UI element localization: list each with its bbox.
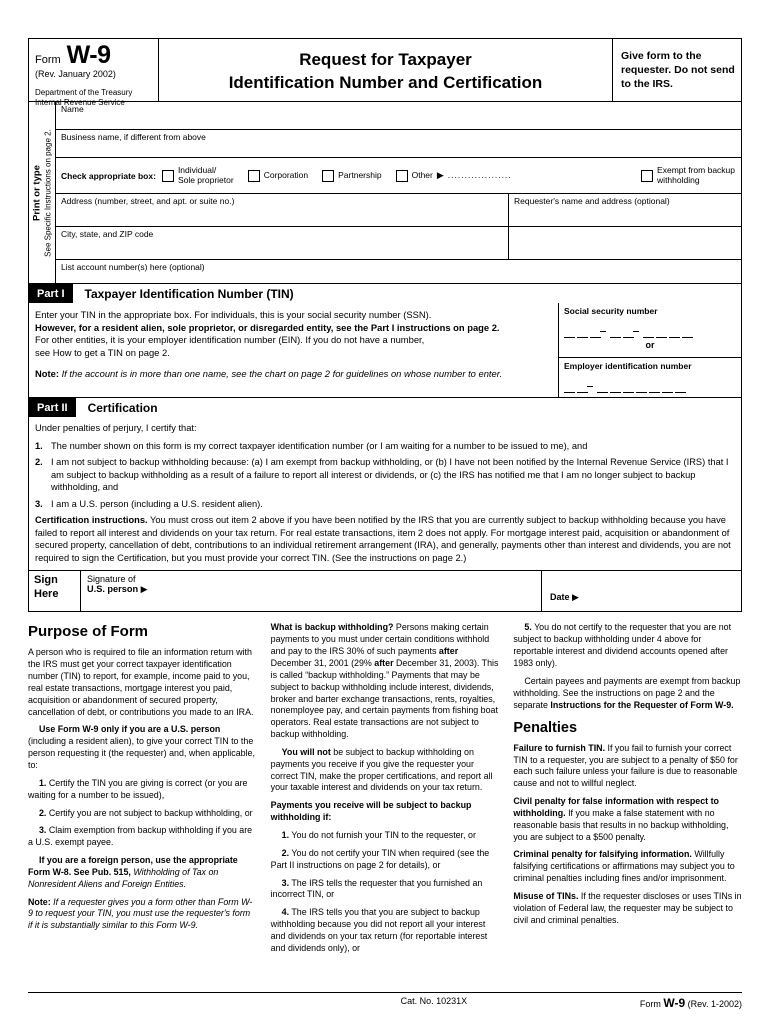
col2-item-3-text: The IRS tells the requester that you furnished an incorrect TIN, or bbox=[270, 877, 483, 900]
checkbox-individual-label-2: Sole proprietor bbox=[177, 174, 234, 185]
sidebar-instructions bbox=[29, 102, 56, 283]
part-2-title: Certification bbox=[87, 400, 158, 415]
signature-row bbox=[28, 571, 742, 612]
not-subject-not: not bbox=[317, 746, 331, 757]
backup-withholding-question: What is backup withholding? bbox=[270, 622, 394, 633]
checkbox-partnership[interactable] bbox=[322, 170, 381, 182]
tin-instr-line-2: However, for a resident alien, sole proprietor, or disregarded entity, see the Part I instructions on page 2. bbox=[35, 321, 500, 333]
checkbox-partnership-box[interactable] bbox=[322, 170, 334, 182]
other-arrow-icon: ▶ bbox=[436, 170, 444, 181]
instructions-column-3 bbox=[513, 622, 742, 960]
signature-field[interactable] bbox=[81, 571, 541, 611]
purpose-item-3-number: 3. bbox=[39, 825, 47, 836]
ein-cell[interactable] bbox=[675, 379, 686, 393]
part-1-bar bbox=[28, 283, 742, 303]
col2-item-3-number: 3. bbox=[281, 877, 290, 888]
col2-item-4-number: 4. bbox=[281, 907, 290, 918]
penalty-3-label: Criminal penalty for falsifying information. bbox=[513, 849, 692, 860]
penalty-2-text: If you make a false statement with no reasonable basis that results in no backup withholding, you are subject to a $500 penalty. bbox=[513, 807, 729, 842]
backup-after-2: after bbox=[374, 658, 394, 668]
entity-type-row bbox=[56, 158, 741, 194]
tin-instr-line-1: Enter your TIN in the appropriate box. For individuals, this is your social security number (SSN). bbox=[35, 309, 432, 320]
col3-item-5-text: You do not certify to the requester that you are not subject to backup withholding under 4 above for reportable interest and dividend accounts opened after 1983 only). bbox=[513, 622, 732, 668]
ssn-cell[interactable] bbox=[643, 324, 654, 338]
backup-withholding-answer-1: Persons making certain payments to you must under certain conditions withhold and pay to the IRS 30% of such payments bbox=[270, 622, 490, 657]
col3-exempt-payees-text: Certain payees and payments are exempt from backup withholding. See the instructions on page 2 and the separate bbox=[513, 675, 741, 710]
ssn-cell[interactable] bbox=[623, 324, 634, 338]
col2-item-1-number: 1. bbox=[281, 829, 290, 840]
checkbox-exempt-label-1: Exempt from backup bbox=[657, 164, 735, 175]
cert-item-2 bbox=[35, 456, 733, 494]
instructions-column-2 bbox=[271, 622, 500, 960]
col1-note-text: If a requester gives you a form other than Form W-9 to request your TIN, you must use the requester's form if it is substantially similar to this Form W-9. bbox=[28, 896, 253, 931]
cert-item-3-number: 3. bbox=[35, 498, 43, 509]
penalties-heading: Penalties bbox=[513, 720, 578, 737]
date-label: Date bbox=[550, 592, 570, 603]
foreign-person-bold: If you are a foreign person, use the appropriate Form W-8. See Pub. 515, bbox=[28, 855, 238, 877]
ssn-caption: Social security number bbox=[564, 306, 658, 316]
col3-item-5-number: 5. bbox=[524, 622, 532, 633]
purpose-item-3-text: Claim exemption from backup withholding if you are a U.S. exempt payee. bbox=[28, 825, 253, 848]
city-row bbox=[56, 227, 741, 260]
penalty-4-text: If the requester discloses or uses TINs in violation of Federal law, the requester may be subject to civil and criminal penalties. bbox=[513, 890, 742, 925]
checkbox-exempt-label-2: withholding bbox=[657, 174, 700, 185]
part-2-tag: Part II bbox=[29, 398, 76, 417]
signature-arrow-icon: ▶ bbox=[140, 584, 148, 595]
ssn-cell[interactable] bbox=[590, 324, 601, 338]
name-field-row[interactable] bbox=[56, 102, 741, 130]
purpose-of-form-heading: Purpose of Form bbox=[28, 623, 149, 641]
backup-after-1: after bbox=[438, 646, 459, 657]
ein-cell[interactable] bbox=[577, 379, 588, 393]
ein-cell[interactable] bbox=[662, 379, 673, 393]
date-arrow-icon: ▶ bbox=[572, 592, 579, 603]
ein-caption: Employer identification number bbox=[564, 361, 692, 371]
instructions-column-1 bbox=[28, 622, 257, 960]
check-appropriate-box-label: Check appropriate box: bbox=[61, 170, 156, 181]
footer-form-number: W-9 bbox=[663, 996, 686, 1010]
requester-label: Requester's name and address (optional) bbox=[514, 196, 670, 206]
checkbox-other[interactable] bbox=[396, 170, 512, 182]
cert-item-2-number: 2. bbox=[35, 457, 43, 468]
col3-instructions-requester-bold: Instructions for the Requester of Form W-9. bbox=[550, 699, 734, 710]
business-name-label: Business name, if different from above bbox=[61, 132, 206, 142]
city-label: City, state, and ZIP code bbox=[61, 229, 154, 239]
sidebar-print-or-type: Print or type bbox=[31, 164, 43, 221]
ssn-cell[interactable] bbox=[577, 324, 588, 338]
payments-subject-heading: Payments you receive will be subject to backup withholding if: bbox=[270, 800, 472, 823]
form-title-block bbox=[159, 39, 613, 101]
checkbox-individual-box[interactable] bbox=[162, 170, 174, 182]
ein-cells[interactable] bbox=[564, 379, 736, 393]
ein-cell[interactable] bbox=[623, 379, 634, 393]
certification-text bbox=[28, 417, 742, 571]
ein-cell[interactable] bbox=[597, 379, 608, 393]
cert-item-1-number: 1. bbox=[35, 440, 43, 451]
cert-item-3-text: I am a U.S. person (including a U.S. resident alien). bbox=[51, 498, 263, 509]
cert-item-1 bbox=[35, 440, 733, 453]
account-numbers-label: List account number(s) here (optional) bbox=[61, 262, 205, 272]
sidebar-see-specific: See Specific Instructions on page 2. bbox=[43, 128, 53, 257]
catalog-number: Cat. No. 10231X bbox=[400, 996, 468, 1006]
purpose-item-1-text: Certify the TIN you are giving is correct (or you are waiting for a number to be issued), bbox=[28, 777, 248, 800]
penalty-1-text: If you fail to furnish your correct TIN to a requester, you are subject to a penalty of $50 for each such failure unless your failure is due to reasonable cause and not to willful neglect. bbox=[513, 742, 738, 789]
backup-mid-1: December 31, 2001 (29% bbox=[270, 658, 372, 668]
form-number-label: W-9 bbox=[66, 41, 111, 69]
footer-form-rev: (Rev. 1-2002) bbox=[687, 999, 742, 1009]
foreign-person-text: Withholding of Tax on Nonresident Aliens and Foreign Entities. bbox=[28, 866, 219, 889]
instructions-columns bbox=[28, 622, 742, 960]
backup-mid-2: December 31, 2003). This is called “backup withholding.” Payments that may be subject to backup withholding include interest, dividends, broker and barter exchange transactions, rents, royalties, nonemployee pay, and certain payments from fishing boat operators. Real estate transactions are not subject to backup withholding. bbox=[270, 658, 499, 740]
city-field[interactable] bbox=[56, 227, 509, 259]
ssn-cell[interactable] bbox=[610, 324, 621, 338]
ein-cell[interactable] bbox=[564, 379, 575, 393]
address-field[interactable] bbox=[56, 194, 509, 226]
purpose-p2-bold: Use Form W-9 only if you are a U.S. person bbox=[39, 724, 221, 735]
cert-intro: Under penalties of perjury, I certify that: bbox=[35, 423, 197, 433]
cert-instructions-text: You must cross out item 2 above if you have been notified by the IRS that you are currently subject to backup withholding because you have failed to report all interest and dividends on your tax return. For real estate transactions, item 2 does not apply. For mortgage interest paid, acquisition or abandonment of secured property, cancellation of debt, contributions to an individual retirement arrangement (IRA), and generally, payments other than interest and dividends, you are not required to sign the Certification, but you must provide your correct TIN. (See the instructions on page 2.) bbox=[35, 515, 731, 563]
col2-item-2-text: You do not certify your TIN when required (see the Part II instructions on page 2 for details), or bbox=[270, 847, 490, 870]
tin-instr-line-3: For other entities, it is your employer identification number (EIN). If you do not have a number, bbox=[35, 334, 425, 346]
checkbox-individual-label-1: Individual/ bbox=[177, 164, 217, 175]
requester-name-address-field[interactable] bbox=[509, 194, 741, 226]
tin-or-label: or bbox=[645, 340, 655, 350]
cert-item-1-text: The number shown on this form is my correct taxpayer identification number (or I am waiting for a number to be issued to me), and bbox=[51, 440, 588, 451]
name-label: Name bbox=[61, 104, 84, 114]
penalty-2-label: Civil penalty for false information with respect to withholding. bbox=[513, 796, 719, 818]
page-footer bbox=[28, 992, 742, 1010]
cert-instructions-label: Certification instructions. bbox=[35, 515, 148, 526]
checkbox-other-label: Other bbox=[411, 169, 433, 180]
checkbox-individual[interactable] bbox=[162, 166, 234, 186]
give-form-note: Give form to the requester. Do not send to the IRS. bbox=[621, 50, 735, 91]
sign-here-label bbox=[29, 571, 81, 611]
ssn-cell[interactable] bbox=[564, 324, 575, 338]
sign-here-line-1: Sign bbox=[34, 574, 58, 587]
part-1-tag: Part I bbox=[29, 284, 73, 303]
form-title-line-2: Identification Number and Certification bbox=[228, 72, 543, 92]
form-fields-box bbox=[28, 101, 742, 283]
penalty-3-text: Willfully falsifying certifications or affirmations may subject you to criminal penalties including fines and/or imprisonment. bbox=[513, 849, 735, 884]
col1-note-label: Note: bbox=[28, 896, 51, 907]
tin-number-boxes bbox=[558, 303, 741, 397]
ssn-box[interactable] bbox=[559, 303, 741, 358]
cert-item-2-text: I am not subject to backup withholding because: (a) I am exempt from backup withholding, or (b) I have not been notified by the Internal Revenue Service (IRS) that I am subject to backup withholding as a result of a failure to report all interest or dividends, or (c) the IRS has notified me that I am no longer subject to backup withholding, and bbox=[51, 457, 729, 493]
penalty-4-label: Misuse of TINs. bbox=[513, 890, 579, 901]
cert-item-3 bbox=[35, 498, 733, 511]
checkbox-corporation[interactable] bbox=[248, 170, 308, 182]
ein-cell[interactable] bbox=[610, 379, 621, 393]
col2-item-1-text: You do not furnish your TIN to the requester, or bbox=[291, 829, 476, 840]
account-numbers-row[interactable] bbox=[56, 260, 741, 283]
address-row bbox=[56, 194, 741, 227]
dept-line-1: Department of the Treasury bbox=[35, 88, 133, 97]
sign-here-line-2: Here bbox=[34, 588, 59, 601]
ein-cell[interactable] bbox=[649, 379, 660, 393]
checkbox-exempt-from-backup-withholding[interactable] bbox=[641, 166, 735, 186]
footer-form-id bbox=[640, 996, 742, 1010]
tin-note-label: Note: bbox=[35, 367, 59, 379]
checkbox-partnership-label: Partnership bbox=[338, 169, 382, 180]
other-write-in-line[interactable]: ................... bbox=[447, 169, 512, 180]
part-2-bar bbox=[28, 397, 742, 417]
business-name-field-row[interactable] bbox=[56, 130, 741, 158]
form-revision-label: (Rev. January 2002) bbox=[35, 69, 116, 79]
dept-line-2: Internal Revenue Service bbox=[35, 97, 125, 107]
requester-address-continued[interactable] bbox=[509, 227, 741, 259]
form-word-label: Form bbox=[35, 54, 61, 66]
tin-instr-line-4: see How to get a TIN on page 2. bbox=[35, 347, 170, 359]
ein-cell[interactable] bbox=[636, 379, 647, 393]
checkbox-corporation-box[interactable] bbox=[248, 170, 260, 182]
purpose-p2: (including a resident alien), to give your correct TIN to the person requesting it (the requester) and, when applicable, to: bbox=[28, 736, 255, 770]
us-person-label: U.S. person bbox=[87, 584, 139, 595]
ssn-cell[interactable] bbox=[656, 324, 667, 338]
purpose-item-1-number: 1. bbox=[39, 777, 47, 788]
form-title-line-1: Request for Taxpayer bbox=[299, 50, 472, 69]
not-subject-text: be subject to backup withholding on payments you receive if you give the requester your correct TIN, make the proper certifications, and report all your taxable interest and dividends on your tax return. bbox=[270, 746, 493, 793]
not-subject-lead: You will bbox=[281, 746, 315, 757]
col2-item-4-text: The IRS tells you that you are subject to backup withholding because you did not report all your interest and dividends on your tax return (for reportable interest and dividends only), or bbox=[270, 907, 488, 953]
checkbox-other-box[interactable] bbox=[396, 170, 408, 182]
form-id-block bbox=[29, 39, 159, 107]
checkbox-corporation-label: Corporation bbox=[263, 169, 309, 180]
purpose-item-2-text: Certify you are not subject to backup withholding, or bbox=[48, 807, 253, 818]
purpose-p1: A person who is required to file an information return with the IRS must get your correct taxpayer identification number (TIN) to report, for example, income paid to you, real estate transactions, mortgage interest you paid, acquisition or abandonment of secured property, cancellation of debt, or contributions you made to an IRA. bbox=[28, 647, 254, 717]
ein-box[interactable] bbox=[559, 358, 741, 397]
form-header bbox=[28, 38, 742, 107]
tin-note-text: If the account is in more than one name, see the chart on page 2 for guidelines on whose number to enter. bbox=[61, 367, 503, 379]
footer-form-word: Form bbox=[639, 999, 661, 1009]
col2-item-2-number: 2. bbox=[281, 847, 290, 858]
penalty-1-label: Failure to furnish TIN. bbox=[513, 742, 606, 753]
ssn-cells[interactable] bbox=[564, 324, 736, 338]
checkbox-exempt-box[interactable] bbox=[641, 170, 653, 182]
purpose-item-2-number: 2. bbox=[39, 807, 47, 818]
part-1-title: Taxpayer Identification Number (TIN) bbox=[84, 286, 294, 301]
tin-section bbox=[28, 303, 742, 397]
signature-of-label: Signature of bbox=[87, 574, 136, 585]
address-label: Address (number, street, and apt. or suite no.) bbox=[61, 196, 235, 206]
date-field[interactable] bbox=[541, 571, 741, 611]
ssn-cell[interactable] bbox=[682, 324, 693, 338]
tin-instructions bbox=[29, 303, 558, 397]
ssn-cell[interactable] bbox=[669, 324, 680, 338]
